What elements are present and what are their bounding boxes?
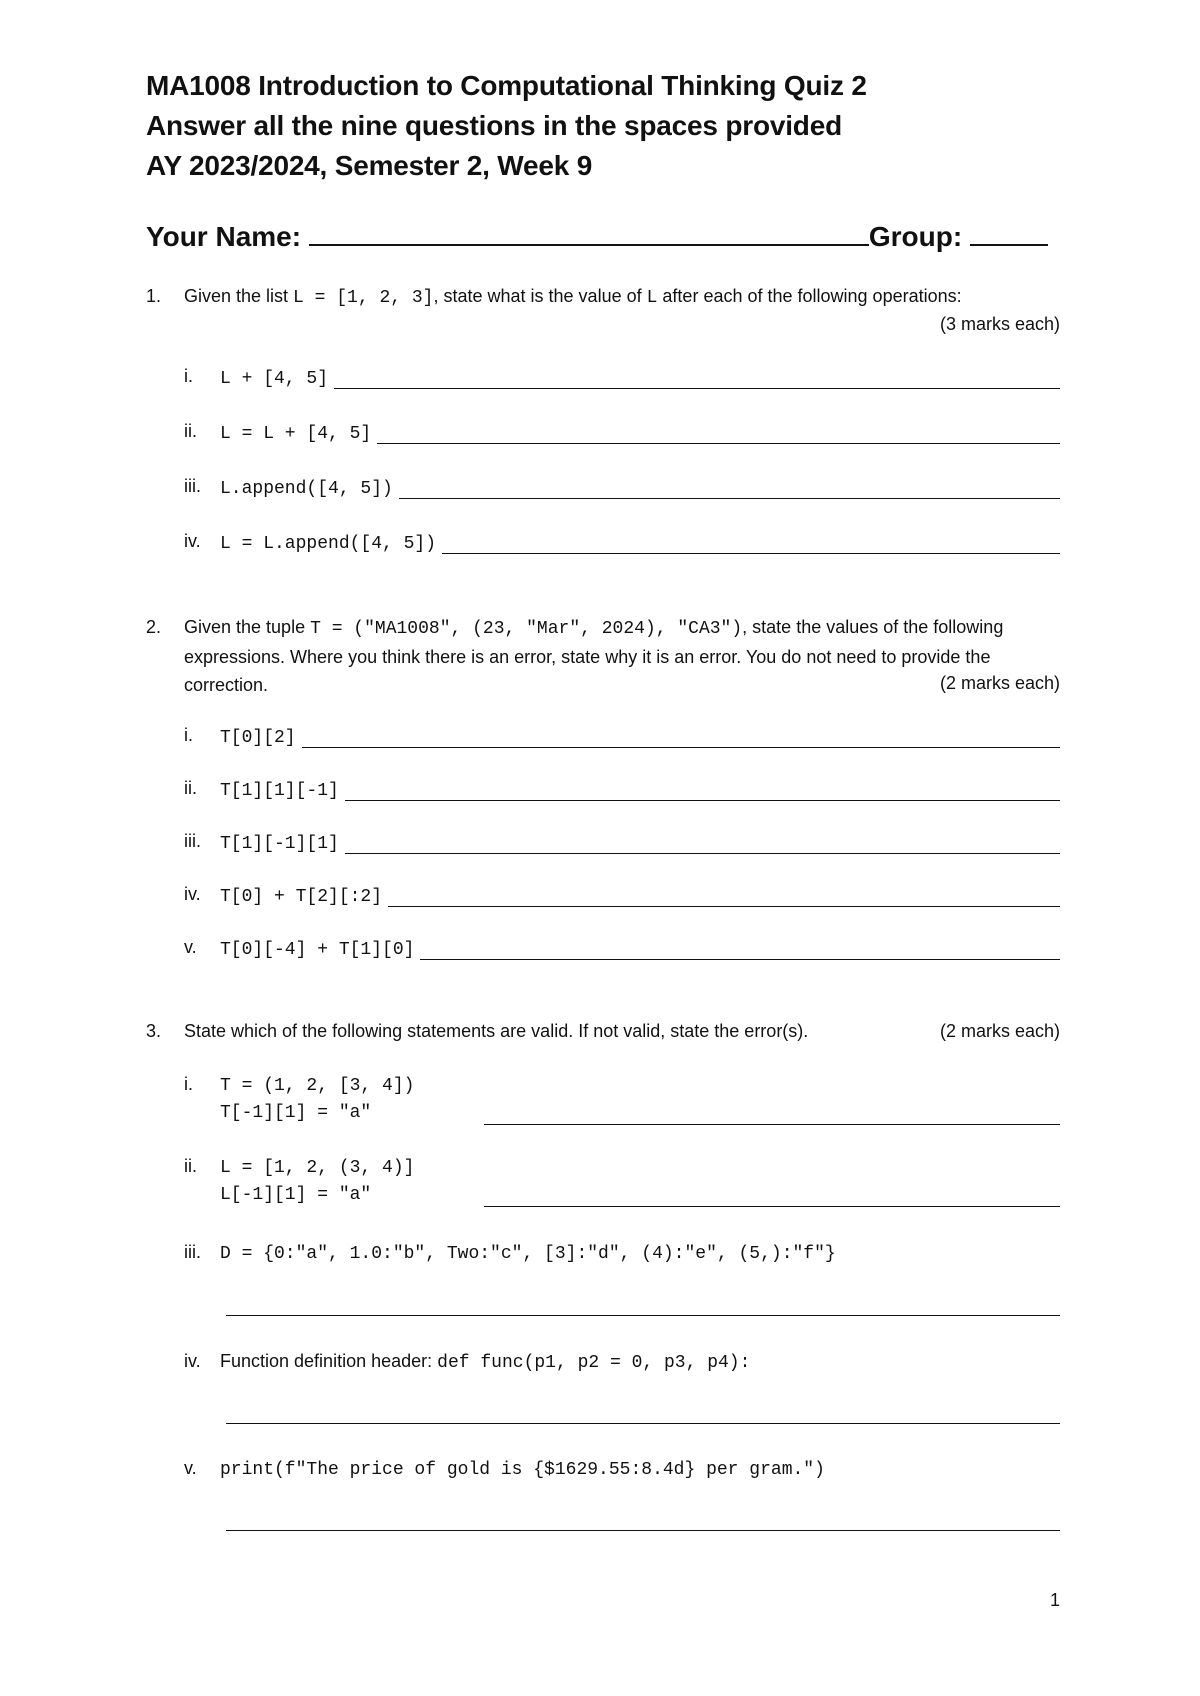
q3-part-number: iv.: [184, 1351, 201, 1371]
q3-v-code: [220, 1458, 825, 1480]
page-number: 1: [1050, 1590, 1061, 1610]
text-fragment: , state what is the value of: [433, 286, 647, 306]
part-code: T[-1][1] = "a": [220, 1103, 372, 1123]
part-code: L = L + [4, 5]: [220, 424, 372, 444]
answer-line[interactable]: [345, 831, 1060, 854]
part-code: L = [1, 2, (3, 4)]: [220, 1158, 415, 1178]
part-code: T[0] + T[2][:2]: [220, 887, 383, 907]
question-3: [146, 1017, 1060, 1047]
code-variable: L: [646, 288, 658, 308]
q3-part-number: ii.: [184, 1156, 197, 1176]
part-code: T[1][1][-1]: [220, 781, 339, 801]
text-fragment: Given the tuple: [184, 617, 311, 637]
group-field[interactable]: [970, 216, 1048, 246]
text-fragment: after each of the following operations:: [657, 286, 962, 306]
marks-label: (2 marks each): [939, 673, 1060, 693]
question-text: [184, 282, 1060, 312]
instructions-heading: Answer all the nine questions in the spaces provided: [146, 110, 842, 141]
answer-line[interactable]: [345, 778, 1060, 801]
semester-heading: AY 2023/2024, Semester 2, Week 9: [146, 150, 593, 181]
q2-part-ii: [146, 778, 1060, 808]
text-fragment: Given the list: [184, 286, 294, 306]
question-text: State which of the following statements are valid. If not valid, state the error(s).: [184, 1021, 809, 1041]
question-text: [184, 613, 1004, 699]
q2-part-iv: [146, 884, 1060, 914]
code-tuple: T = ("MA1008", (23, "Mar", 2024), "CA3"): [310, 619, 743, 639]
name-group-row: [146, 216, 1060, 256]
part-number: v.: [184, 937, 197, 957]
code-list: L = [1, 2, 3]: [293, 288, 434, 308]
part-number: ii.: [184, 778, 197, 798]
part-code: T[1][-1][1]: [220, 834, 339, 854]
part-number: iii.: [184, 476, 201, 496]
part-code: print(f"The price of gold is {$1629.55:8.4d} per gram."): [220, 1460, 825, 1480]
q1-part-iii: [146, 476, 1060, 506]
answer-line[interactable]: [388, 884, 1060, 907]
q1-part-iv: [146, 531, 1060, 561]
q3-iii-code: [220, 1242, 836, 1264]
q3-ii-code-line2: [220, 1183, 371, 1205]
part-code: T[0][-4] + T[1][0]: [220, 940, 415, 960]
group-label: Group:: [868, 221, 963, 252]
question-number: 2.: [146, 617, 162, 637]
q3-iv-text: [220, 1351, 750, 1373]
q3-part-number: i.: [184, 1074, 193, 1094]
name-field[interactable]: [309, 216, 869, 246]
answer-line[interactable]: [442, 531, 1060, 554]
answer-line[interactable]: [484, 1206, 1060, 1207]
q3-ii-code-line1: [220, 1156, 414, 1178]
name-label: Your Name:: [146, 221, 302, 252]
answer-line[interactable]: [302, 725, 1060, 748]
q2-part-v: [146, 937, 1060, 967]
question-number: 1.: [146, 286, 162, 306]
part-code: L + [4, 5]: [220, 369, 329, 389]
part-number: iii.: [184, 831, 201, 851]
question-number: 3.: [146, 1021, 162, 1041]
part-number: iv.: [184, 884, 201, 904]
answer-line[interactable]: [420, 937, 1060, 960]
quiz-title: MA1008 Introduction to Computational Thinking Quiz 2: [146, 70, 867, 101]
answer-line[interactable]: [377, 421, 1060, 444]
question-2: [146, 613, 1060, 703]
part-number: i.: [184, 725, 193, 745]
q1-part-ii: [146, 421, 1060, 451]
part-code: L.append([4, 5]): [220, 479, 393, 499]
q3-part-number: iii.: [184, 1242, 201, 1262]
text-fragment: , state the values of the following expressions. Where you think there is an error, state why it is an error. You do not need to provide the correction.: [184, 617, 1004, 695]
answer-line[interactable]: [226, 1530, 1060, 1531]
answer-line[interactable]: [226, 1423, 1060, 1424]
text-fragment: Function definition header:: [220, 1351, 438, 1371]
q3-i-code-line2: [220, 1101, 371, 1123]
part-code: T = (1, 2, [3, 4]): [220, 1076, 415, 1096]
question-1: [146, 282, 1060, 342]
part-code: L[-1][1] = "a": [220, 1185, 372, 1205]
q3-part-number: v.: [184, 1458, 197, 1478]
q2-part-iii: [146, 831, 1060, 861]
marks-label: (2 marks each): [939, 1021, 1060, 1041]
part-code: L = L.append([4, 5]): [220, 534, 437, 554]
q2-part-i: [146, 725, 1060, 755]
answer-line[interactable]: [334, 366, 1060, 389]
part-number: iv.: [184, 531, 201, 551]
q3-i-code-line1: [220, 1074, 414, 1096]
marks-label: (3 marks each): [939, 314, 1060, 334]
answer-line[interactable]: [484, 1124, 1060, 1125]
answer-line[interactable]: [226, 1315, 1060, 1316]
part-number: ii.: [184, 421, 197, 441]
part-code: def func(p1, p2 = 0, p3, p4):: [437, 1353, 751, 1373]
part-code: D = {0:"a", 1.0:"b", Two:"c", [3]:"d", (4):"e", (5,):"f"}: [220, 1244, 836, 1264]
answer-line[interactable]: [399, 476, 1060, 499]
part-code: T[0][2]: [220, 728, 296, 748]
q1-part-i: [146, 366, 1060, 396]
part-number: i.: [184, 366, 193, 386]
